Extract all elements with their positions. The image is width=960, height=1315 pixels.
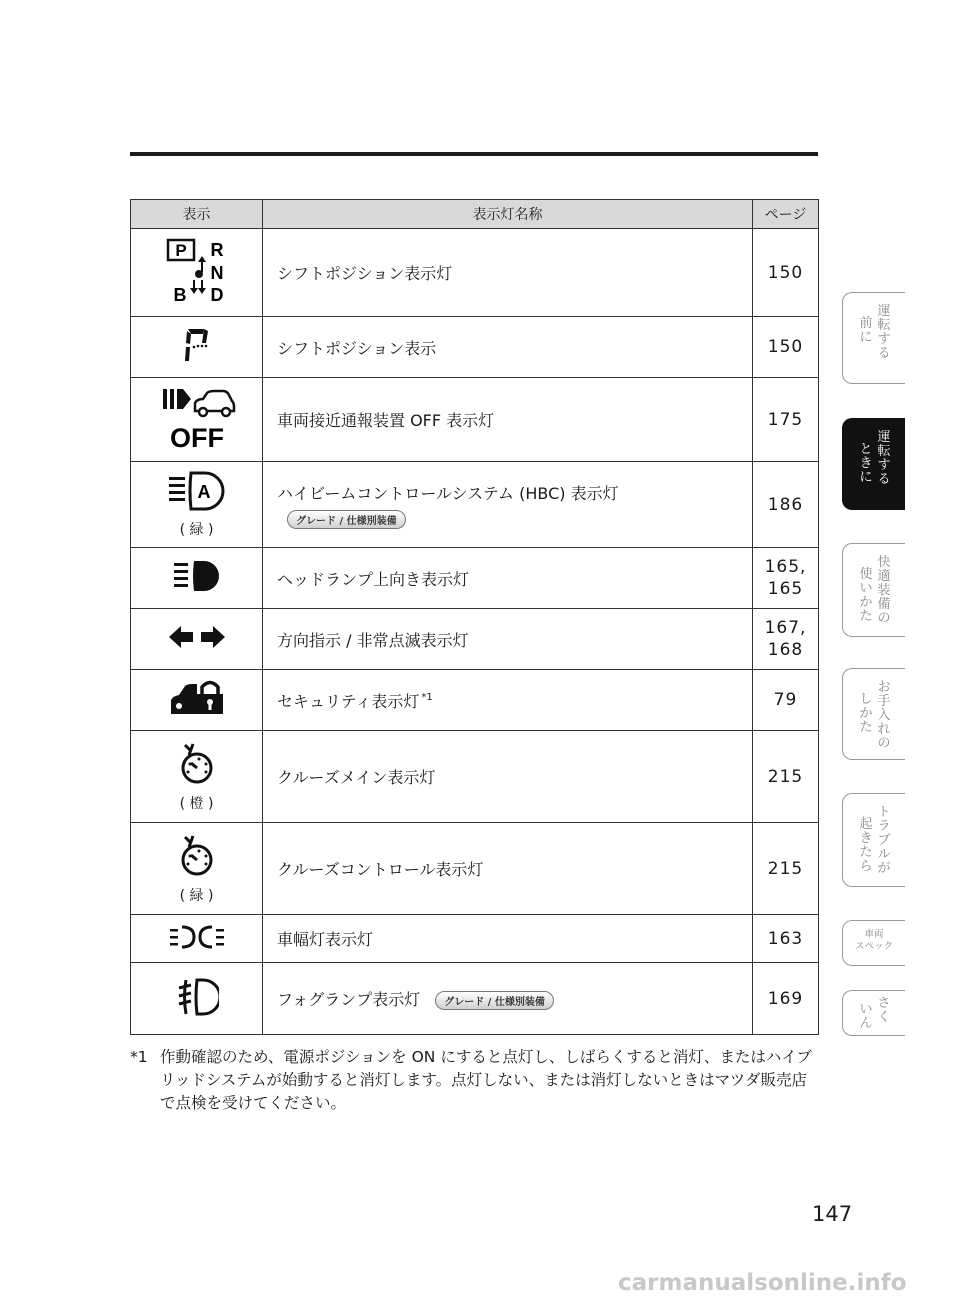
- security-icon: [167, 678, 227, 718]
- tab-col1: 快適装備の: [877, 555, 891, 626]
- table-row: [131, 378, 819, 462]
- tab-col2: 使いかた: [859, 567, 873, 624]
- indicator-page: 163: [753, 915, 819, 963]
- shift-label-p: P: [174, 240, 187, 260]
- indicator-name: クルーズコントロール表示灯: [263, 823, 753, 915]
- tab-col2: 起きたら: [859, 817, 873, 874]
- header-icon: 表示: [131, 200, 263, 229]
- fog-lamp-icon: [175, 976, 219, 1018]
- high-beam-control-icon: [165, 471, 229, 511]
- tab-col2: しかた: [859, 692, 873, 735]
- table-row: [131, 670, 819, 731]
- indicator-page-line1: 165,: [764, 557, 807, 577]
- footnote: [130, 1046, 820, 1115]
- table-row: [131, 462, 819, 548]
- indicator-color-note: ( 緑 ): [179, 887, 214, 904]
- indicator-color-note: ( 緑 ): [179, 521, 214, 538]
- page-number: 147: [812, 1202, 853, 1226]
- shift-label-r: R: [210, 239, 223, 260]
- side-tab-troubleshooting[interactable]: [842, 793, 905, 887]
- tab-col1: 運転する: [877, 304, 891, 361]
- table-row: [131, 963, 819, 1035]
- cruise-control-icon: [177, 833, 217, 877]
- table-row: [131, 317, 819, 378]
- tab-col1: 運転する: [877, 430, 891, 487]
- tab-col2: いん: [859, 1002, 873, 1031]
- top-rule: [130, 152, 818, 156]
- tab-col1: さく: [877, 996, 891, 1025]
- side-tab-maintenance[interactable]: [842, 668, 905, 760]
- indicator-page-line2: 168: [767, 640, 804, 660]
- indicator-name: セキュリティ表示灯: [277, 691, 420, 711]
- vehicle-approach-alert-off-icon: [157, 385, 237, 451]
- table-row: [131, 229, 819, 317]
- indicator-page: 215: [753, 731, 819, 823]
- table-row: [131, 823, 819, 915]
- footnote-text: 作動確認のため、電源ポジションを ON にすると点灯し、しばらくすると消灯、またはハイブリッドシステムが始動すると消灯します。点灯しない、または消灯しないときはマツダ販売店で点検を受けてください。: [160, 1048, 812, 1112]
- indicator-name: 車幅灯表示灯: [263, 915, 753, 963]
- tab-col1: トラブルが: [877, 805, 891, 876]
- high-beam-icon: [170, 559, 224, 593]
- indicator-page: 175: [753, 378, 819, 462]
- table-row: [131, 609, 819, 670]
- table-row: [131, 548, 819, 609]
- indicator-name: シフトポジション表示灯: [263, 229, 753, 317]
- side-tab-index[interactable]: [842, 990, 905, 1036]
- table-row: [131, 915, 819, 963]
- header-page: ページ: [753, 200, 819, 229]
- indicator-name: 方向指示 / 非常点滅表示灯: [263, 609, 753, 670]
- indicator-table: [130, 199, 819, 1035]
- shift-position-display-icon: [180, 325, 214, 365]
- header-name: 表示灯名称: [263, 200, 753, 229]
- indicator-name: フォグランプ表示灯: [277, 990, 421, 1009]
- side-tab-comfort-features[interactable]: [842, 543, 905, 637]
- indicator-page: 150: [753, 317, 819, 378]
- indicator-page-line1: 167,: [764, 618, 807, 638]
- indicator-page: 186: [753, 462, 819, 548]
- tab-col2: 前に: [859, 316, 873, 345]
- indicator-page: 79: [753, 670, 819, 731]
- indicator-name: 車両接近通報装置 OFF 表示灯: [263, 378, 753, 462]
- indicator-name: ハイビームコントロールシステム (HBC) 表示灯: [277, 483, 619, 503]
- side-lights-icon: [167, 924, 227, 950]
- indicator-page: 150: [753, 229, 819, 317]
- shift-label-b: B: [173, 284, 186, 305]
- grade-badge: グレード / 仕様別装備: [287, 510, 406, 529]
- table-header-row: [131, 200, 819, 229]
- cruise-main-icon: [177, 741, 217, 785]
- side-tab-while-driving[interactable]: [842, 418, 905, 510]
- indicator-page: 169: [753, 963, 819, 1035]
- indicator-name: クルーズメイン表示灯: [263, 731, 753, 823]
- tab-line1: 車両: [864, 929, 884, 940]
- indicator-color-note: ( 橙 ): [179, 795, 214, 812]
- shift-position-indicator-icon: [162, 236, 232, 306]
- indicator-name: ヘッドランプ上向き表示灯: [263, 548, 753, 609]
- watermark: carmanualsonline.info: [618, 1270, 907, 1296]
- side-tab-before-driving[interactable]: [842, 292, 905, 384]
- shift-label-n: N: [210, 262, 223, 283]
- indicator-name: シフトポジション表示: [263, 317, 753, 378]
- table-row: [131, 731, 819, 823]
- footnote-mark: *1: [130, 1048, 148, 1066]
- tab-col1: お手入れの: [877, 680, 891, 751]
- tab-col2: ときに: [859, 442, 873, 485]
- off-label: OFF: [169, 422, 224, 451]
- turn-signal-icon: [167, 623, 227, 651]
- tab-line2: スペック: [854, 941, 893, 952]
- indicator-page-line2: 165: [767, 579, 804, 599]
- grade-badge: グレード / 仕様別装備: [435, 991, 554, 1010]
- side-tab-specifications[interactable]: [842, 920, 905, 966]
- shift-label-d: D: [210, 284, 223, 305]
- indicator-page: 215: [753, 823, 819, 915]
- auto-label: A: [197, 481, 210, 502]
- footnote-ref: *1: [421, 692, 433, 704]
